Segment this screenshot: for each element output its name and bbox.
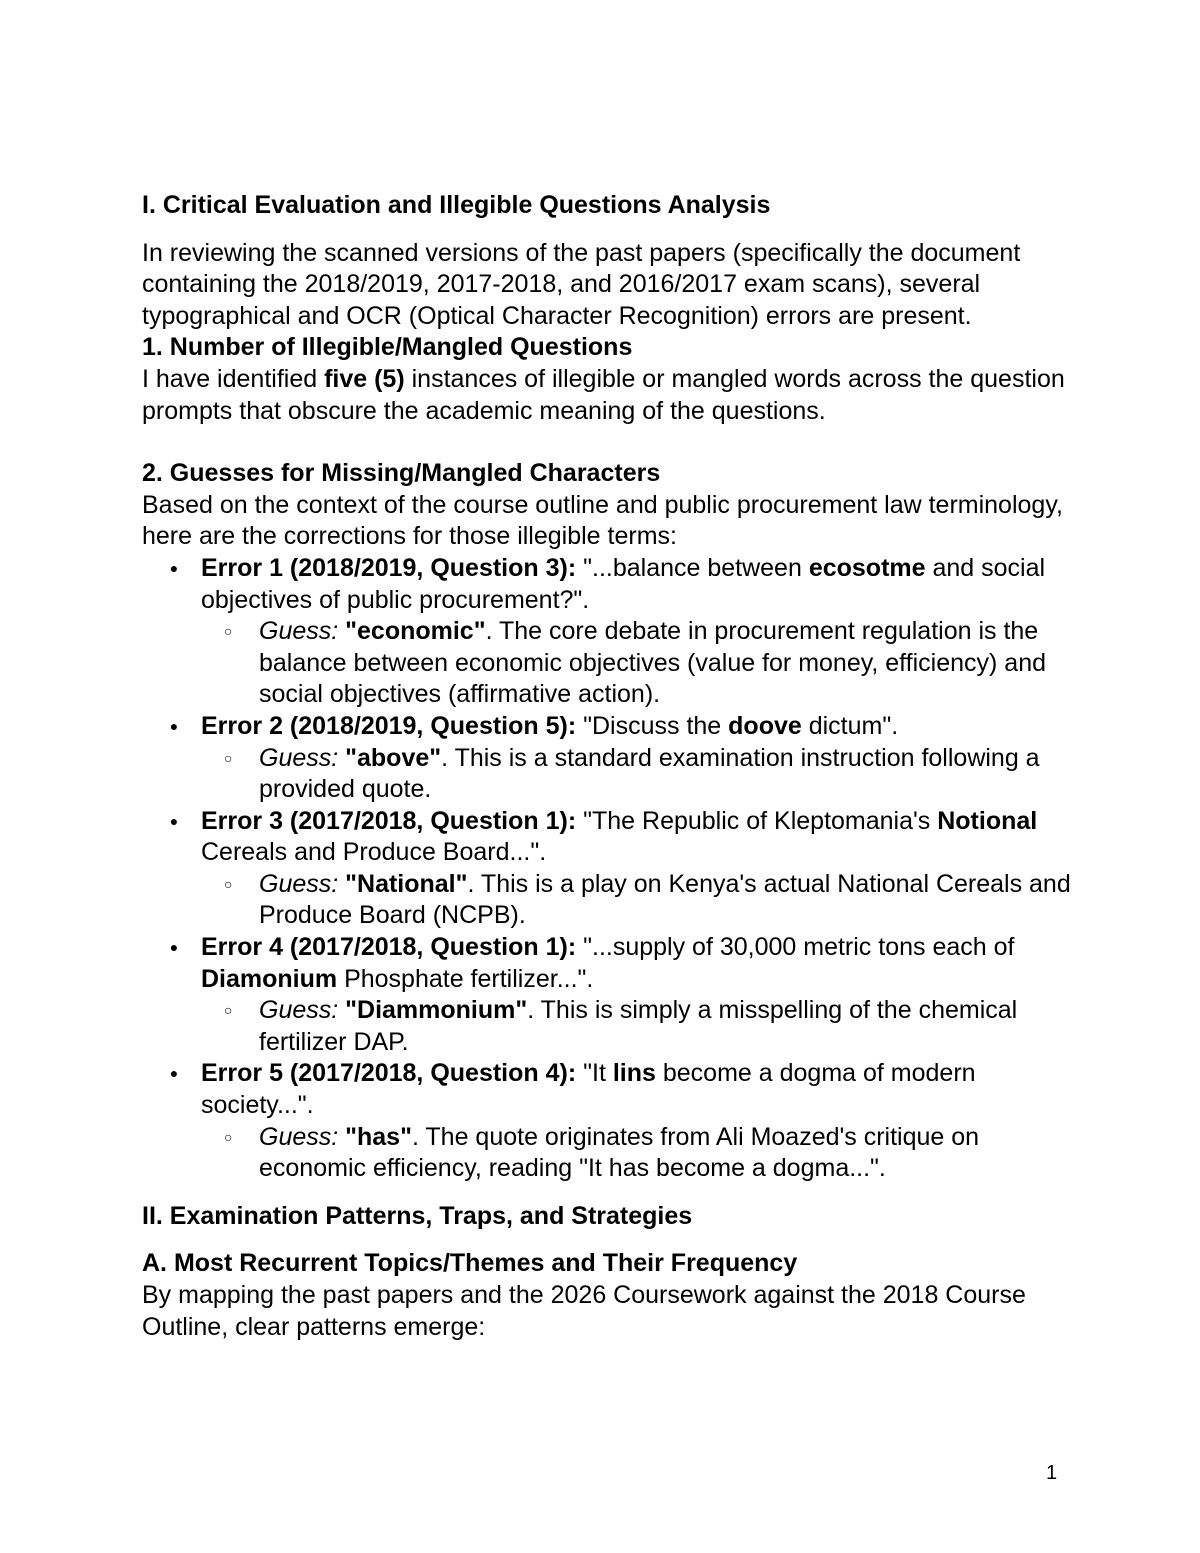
error-quote-after: dictum". xyxy=(801,711,899,740)
guess-label: Guess: xyxy=(259,1122,339,1151)
guess-label: Guess: xyxy=(259,617,339,646)
guess-text: . This is a play on Kenya's actual National Cereals and Produce Board (NCPB). xyxy=(259,869,1071,930)
error-1-text xyxy=(201,553,1072,616)
sub1-text-bold: five (5) xyxy=(324,364,405,393)
error-label: Error 1 (2018/2019, Question 3): xyxy=(201,553,577,582)
error-mangled-word: lins xyxy=(612,1059,656,1088)
sub1-text-before: I have identified xyxy=(142,364,325,393)
error-quote-before: "...supply of 30,000 metric tons each of xyxy=(576,933,1015,962)
guess-word: "has" xyxy=(345,1122,412,1151)
list-item xyxy=(142,932,1072,1058)
error-quote-before: "It xyxy=(576,1059,613,1088)
section-2-title: II. Examination Patterns, Traps, and Strategies xyxy=(142,1201,693,1230)
guess-word: "above" xyxy=(345,743,442,772)
error-quote-after: Phosphate fertilizer...". xyxy=(337,964,594,993)
page-number: 1 xyxy=(1046,1462,1058,1484)
guess-label: Guess: xyxy=(259,743,339,772)
list-item xyxy=(142,1058,1072,1184)
guess-label: Guess: xyxy=(259,869,339,898)
error-list xyxy=(142,553,1072,1185)
bullet-icon: ● xyxy=(169,812,179,829)
guess-label: Guess: xyxy=(259,996,339,1025)
sub1-text-after: instances of illegible or mangled words across the question prompts that obscure the academic meaning of the questions. xyxy=(142,364,1065,425)
guess-text: . This is a standard examination instruction following a provided quote. xyxy=(259,743,1040,804)
error-3-text xyxy=(201,806,1072,869)
error-mangled-word: doove xyxy=(728,711,802,740)
error-label: Error 2 (2018/2019, Question 5): xyxy=(201,711,577,740)
list-item xyxy=(142,806,1072,932)
bullet-icon: ● xyxy=(169,559,179,576)
guess-text: . The core debate in procurement regulation is the balance between economic objectives (value for money, efficiency) and social objectives (affirmative action). xyxy=(259,617,1047,709)
guess-item xyxy=(142,743,1072,806)
subsection-1-text xyxy=(142,364,1072,427)
error-label: Error 5 (2017/2018, Question 4): xyxy=(201,1059,577,1088)
error-mangled-word: Notional xyxy=(937,806,1038,835)
error-quote-after: become a dogma of modern society...". xyxy=(201,1059,976,1120)
subsection-a-heading: A. Most Recurrent Topics/Themes and Their Frequency xyxy=(142,1249,798,1278)
error-quote-after: Cereals and Produce Board...". xyxy=(201,838,547,867)
list-item xyxy=(142,711,1072,806)
error-label: Error 3 (2017/2018, Question 1): xyxy=(201,806,577,835)
subsection-2-heading: 2. Guesses for Missing/Mangled Characters xyxy=(142,459,661,488)
error-label: Error 4 (2017/2018, Question 1): xyxy=(201,933,577,962)
guess-text: . This is simply a misspelling of the chemical fertilizer DAP. xyxy=(259,996,1018,1056)
section-1-title: I. Critical Evaluation and Illegible Questions Analysis xyxy=(142,191,771,219)
subsection-2-text: Based on the context of the course outline and public procurement law terminology, here are the corrections for those illegible terms: xyxy=(142,490,1063,551)
circle-bullet-icon: ○ xyxy=(224,1002,233,1019)
error-2-text xyxy=(201,711,1072,743)
error-4-text xyxy=(201,932,1072,995)
guess-word: "Diammonium" xyxy=(345,996,528,1025)
guess-item xyxy=(142,995,1072,1058)
error-quote-before: "Discuss the xyxy=(576,711,729,740)
document-page xyxy=(142,190,1072,1343)
circle-bullet-icon: ○ xyxy=(224,749,233,766)
guess-word: "economic" xyxy=(345,617,486,646)
error-quote-before: "...balance between xyxy=(576,553,809,582)
circle-bullet-icon: ○ xyxy=(224,875,233,892)
guess-item xyxy=(142,616,1072,711)
error-quote-after: and social objectives of public procurement?". xyxy=(201,553,1046,614)
error-mangled-word: ecosotme xyxy=(808,553,926,582)
bullet-icon: ● xyxy=(169,1065,179,1082)
section-1-intro: In reviewing the scanned versions of the past papers (specifically the document containing the 2018/2019, 2017-2018, and 2016/2017 exam scans), several typographical and OCR (Optical Character Recognition) errors are present. xyxy=(142,238,1021,330)
bullet-icon: ● xyxy=(169,939,179,956)
bullet-icon: ● xyxy=(169,717,179,734)
circle-bullet-icon: ○ xyxy=(224,623,233,640)
list-item xyxy=(142,553,1072,711)
subsection-a-text: By mapping the past papers and the 2026 Coursework against the 2018 Course Outline, clear patterns emerge: xyxy=(142,1281,1026,1341)
error-quote-before: "The Republic of Kleptomania's xyxy=(576,806,938,835)
guess-item xyxy=(142,869,1072,932)
guess-item xyxy=(142,1122,1072,1185)
guess-word: "National" xyxy=(345,869,468,898)
guess-text: . The quote originates from Ali Moazed's critique on economic efficiency, reading "It has become a dogma...". xyxy=(259,1122,980,1183)
error-5-text xyxy=(201,1058,1072,1121)
circle-bullet-icon: ○ xyxy=(224,1128,233,1145)
error-mangled-word: Diamonium xyxy=(201,964,338,993)
subsection-1-heading: 1. Number of Illegible/Mangled Questions xyxy=(142,333,633,362)
